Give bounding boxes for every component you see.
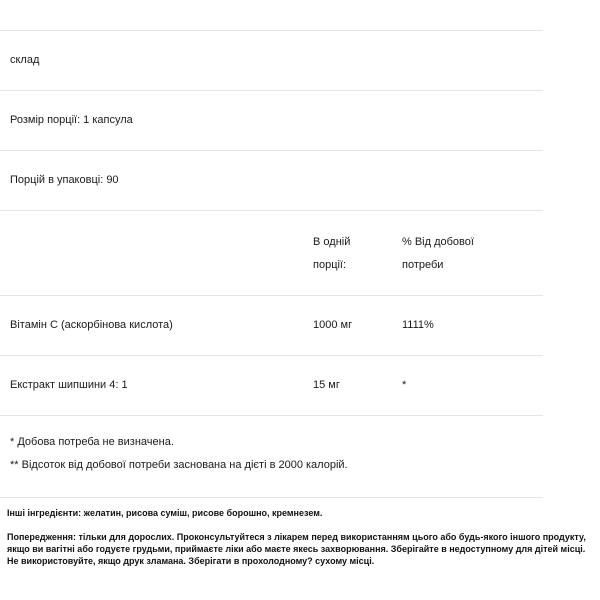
serving-size-row <box>0 91 543 151</box>
daily-value-header-line2: потреби <box>402 259 444 271</box>
table-header-row <box>0 211 543 296</box>
other-ingredients-text: Інші інгредієнти: желатин, рисова суміш, рисове борошно, кремнезем. <box>7 508 323 518</box>
composition-label: склад <box>10 54 40 66</box>
nutrient-daily-value: 1111% <box>402 319 434 331</box>
nutrient-daily-value: * <box>402 379 407 391</box>
per-serving-header-line1: В одній <box>313 236 351 248</box>
nutrient-name: Екстракт шипшини 4: 1 <box>10 379 128 391</box>
table-row <box>0 356 543 416</box>
footnote-daily-value-not-established: * Добова потреба не визначена. <box>10 436 174 448</box>
daily-value-header <box>402 231 474 277</box>
composition-row <box>0 31 543 91</box>
nutrient-amount: 1000 мг <box>313 319 353 331</box>
serving-size-text: Розмір порції: 1 капсула <box>10 114 133 126</box>
warning-text: Попередження: тільки для дорослих. Проконсультуйтеся з лікарем перед використанням цього або будь-якого іншого продукту, якщо ви вагітні або годуєте грудьми, приймаєте ліки або маєте якесь захворювання. Зберігайте в недоступному для дітей місці. Не використовуйте, якщо друк зламана. Зберігати в прохолодному? сухому місці. <box>7 532 586 566</box>
daily-value-header-line1: % Від добової <box>402 236 474 248</box>
footnote-percent-daily-value-basis: ** Відсоток від добової потреби заснована на дієті в 2000 калорій. <box>10 459 348 471</box>
nutrient-name: Вітамін C (аскорбінова кислота) <box>10 319 173 331</box>
per-serving-header-line2: порції: <box>313 259 347 271</box>
supplement-facts-table <box>0 30 543 416</box>
nutrient-amount: 15 мг <box>313 379 340 391</box>
footnotes <box>10 431 348 477</box>
servings-per-container-text: Порцій в упаковці: 90 <box>10 174 119 186</box>
divider <box>0 497 543 498</box>
per-serving-header <box>313 231 350 277</box>
servings-per-container-row <box>0 151 543 211</box>
table-row <box>0 296 543 356</box>
